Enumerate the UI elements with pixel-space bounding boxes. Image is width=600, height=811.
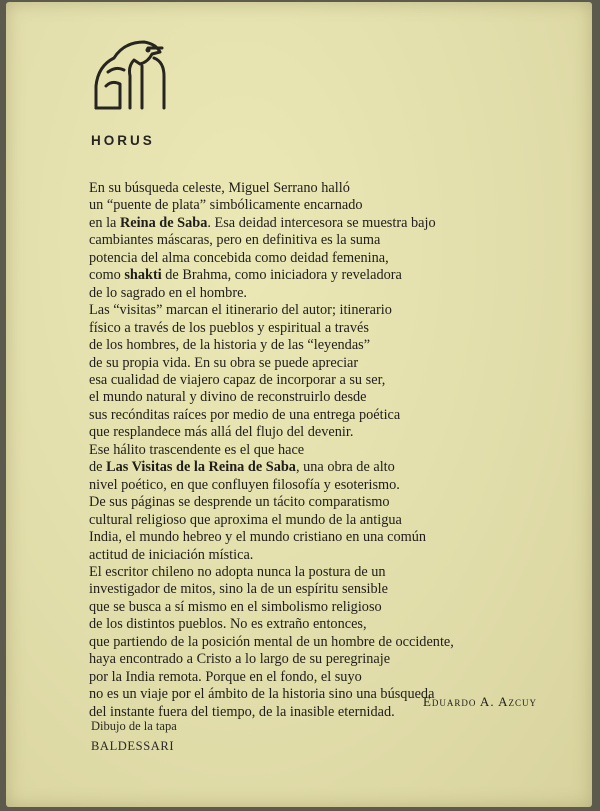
- blurb-text-run: por la India remota. Porque en el fondo, el suyo: [89, 668, 362, 685]
- blurb-text-run: potencia del alma concebida como deidad femenina,: [89, 249, 389, 266]
- blurb-text-run: de: [89, 459, 107, 476]
- blurb-line: [89, 651, 559, 668]
- cover-credit-artist: BALDESSARI: [91, 739, 175, 753]
- blurb-line: [89, 581, 559, 598]
- blurb-emphasis: Reina de Saba: [119, 214, 208, 231]
- blurb-line: [89, 634, 559, 651]
- blurb-text-run: nivel poético, en que confluyen filosofía y esoterismo.: [89, 476, 400, 493]
- blurb-line: [89, 424, 559, 441]
- blurb-emphasis: Las Visitas de la Reina de Saba: [106, 459, 296, 476]
- blurb-line: [89, 477, 559, 494]
- blurb-text-run: , una obra de alto: [295, 459, 395, 476]
- blurb-text-run: de Brahma, como iniciadora y reveladora: [161, 267, 402, 284]
- blurb-line: [89, 547, 559, 564]
- back-cover: [6, 2, 592, 807]
- blurb-text-run: que partiendo de la posición mental de un hombre de occidente,: [89, 633, 454, 650]
- blurb-line: [89, 459, 559, 476]
- blurb-text-run: de los hombres, de la historia y de las “leyendas”: [89, 337, 371, 354]
- blurb-line: [89, 529, 559, 546]
- blurb-text-run: En su búsqueda celeste, Miguel Serrano halló: [89, 180, 350, 196]
- blurb-text-run: esa cualidad de viajero capaz de incorporar a su ser,: [89, 371, 386, 388]
- blurb-line: [89, 285, 559, 302]
- blurb-text-run: cultural religioso que aproxima el mundo de la antigua: [89, 511, 402, 528]
- blurb-text-run: investigador de mitos, sino la de un espíritu sensible: [89, 581, 388, 598]
- blurb-text-run: como: [89, 267, 125, 284]
- blurb-line: [89, 407, 559, 424]
- blurb-line: [89, 564, 559, 581]
- horus-falcon-logo-icon: [90, 36, 172, 116]
- blurb-line: [89, 302, 559, 319]
- blurb-text-run: De sus páginas se desprende un tácito comparatismo: [89, 494, 390, 511]
- cover-credit-label: Dibujo de la tapa: [91, 719, 177, 733]
- blurb-line: [89, 267, 559, 284]
- blurb-line: [89, 389, 559, 406]
- blurb-text-run: sus recónditas raíces por medio de una entrega poética: [89, 406, 401, 423]
- blurb-line: [89, 616, 559, 633]
- blurb-text-run: que se busca a sí mismo en el simbolismo religioso: [89, 598, 382, 615]
- blurb-line: [89, 232, 559, 249]
- blurb-text-run: Las “visitas” marcan el itinerario del autor; itinerario: [89, 302, 392, 319]
- blurb-text-run: cambiantes máscaras, pero en definitiva es la suma: [89, 232, 381, 249]
- blurb-text-run: actitud de iniciación mística.: [89, 546, 254, 563]
- blurb-line: [89, 512, 559, 529]
- blurb-text-run: de los distintos pueblos. No es extraño entonces,: [89, 616, 367, 633]
- blurb-line: [89, 337, 559, 354]
- blurb-text-run: que resplandece más allá del flujo del devenir.: [89, 424, 354, 441]
- blurb-text-run: . Esa deidad intercesora se muestra bajo: [207, 214, 436, 231]
- blurb-text-run: de su propia vida. En su obra se puede apreciar: [89, 354, 359, 371]
- blurb-text-run: en la: [89, 214, 120, 231]
- publisher-name: HORUS: [91, 133, 155, 148]
- blurb-text-run: Ese hálito trascendente es el que hace: [89, 441, 305, 458]
- blurb-text-run: físico a través de los pueblos y espiritual a través: [89, 319, 369, 336]
- blurb-line: [89, 442, 559, 459]
- blurb-text-run: el mundo natural y divino de reconstruirlo desde: [89, 389, 367, 406]
- blurb-emphasis: shakti: [124, 267, 162, 284]
- blurb-line: [89, 669, 559, 686]
- blurb-line: [89, 599, 559, 616]
- blurb-line: [89, 372, 559, 389]
- blurb-line: [89, 197, 559, 214]
- blurb-author: Eduardo A. Azcuy: [422, 694, 537, 709]
- blurb-line: [89, 215, 559, 232]
- blurb-text: [89, 180, 559, 721]
- blurb-line: [89, 355, 559, 372]
- blurb-text-run: un “puente de plata” simbólicamente encarnado: [89, 197, 363, 214]
- blurb-text-run: India, el mundo hebreo y el mundo cristiano en una común: [89, 529, 427, 546]
- blurb-text-run: no es un viaje por el ámbito de la historia sino una búsqueda: [89, 686, 435, 703]
- blurb-line: [89, 250, 559, 267]
- blurb-text-run: El escritor chileno no adopta nunca la postura de un: [89, 563, 386, 580]
- blurb-text-run: del instante fuera del tiempo, de la inasible eternidad.: [89, 703, 395, 720]
- blurb-text-run: de lo sagrado en el hombre.: [89, 284, 248, 301]
- blurb-line: [89, 494, 559, 511]
- blurb-line: [89, 320, 559, 337]
- blurb-line: [89, 180, 559, 197]
- blurb-text-run: haya encontrado a Cristo a lo largo de su peregrinaje: [89, 651, 391, 668]
